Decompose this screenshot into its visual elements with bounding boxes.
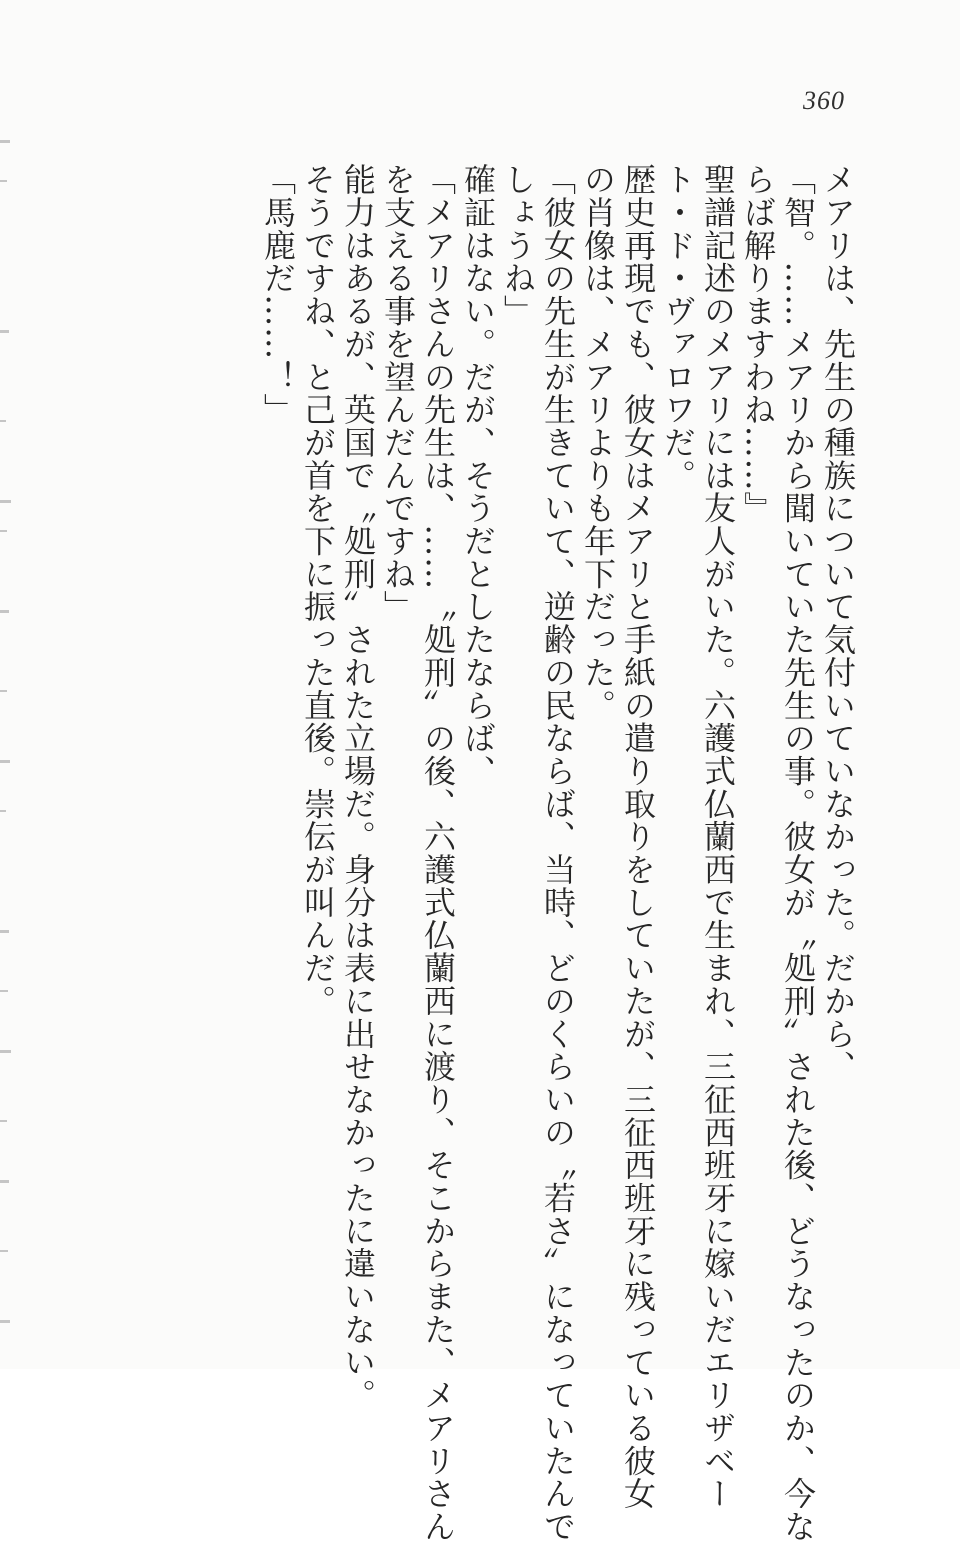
text-line: しょうね」 [499, 163, 537, 328]
text-line: を支える事を望んだんですね」 [379, 163, 417, 623]
text-line: 歴史再現でも、彼女はメアリと手紙の遣り取りをしていたが、三征西班牙に残っている彼女 [619, 163, 657, 1510]
text-line: 「メアリさんの先生は、……〝処刑〟の後、六護式仏蘭西に渡り、そこからまた、メアリさん [419, 163, 457, 1543]
text-line: らば解りますわね……』 [739, 163, 777, 525]
text-line: 能力はあるが、英国で〝処刑〟された立場だ。身分は表に出せなかったに違いない。 [339, 163, 377, 1412]
text-line: 「馬鹿だ……！」 [259, 163, 297, 426]
text-line: 「智。……メアリから聞いていた先生の事。彼女が〝処刑〟された後、どうなったのか、今な [779, 163, 817, 1543]
binding-edge-marks [0, 0, 22, 1369]
text-line: メアリは、先生の種族について気付いていなかった。だから、 [819, 163, 857, 1083]
page-number: 360 [803, 86, 845, 115]
text-line: そうですね、と己が首を下に振った直後。崇伝が叫んだ。 [299, 163, 337, 1018]
text-line: 聖譜記述のメアリには友人がいた。六護式仏蘭西で生まれ、三征西班牙に嫁いだエリザベー [699, 163, 737, 1510]
text-line: ト・ド・ヴァロワだ。 [659, 163, 697, 492]
text-line: 「彼女の先生が生きていて、逆齢の民ならば、当時、どのくらいの〝若さ〟になっていたんで [539, 163, 577, 1543]
body-text [258, 163, 858, 1543]
text-line: の肖像は、メアリよりも年下だった。 [579, 163, 617, 722]
text-line: 確証はない。だが、そうだとしたならば、 [459, 163, 497, 788]
